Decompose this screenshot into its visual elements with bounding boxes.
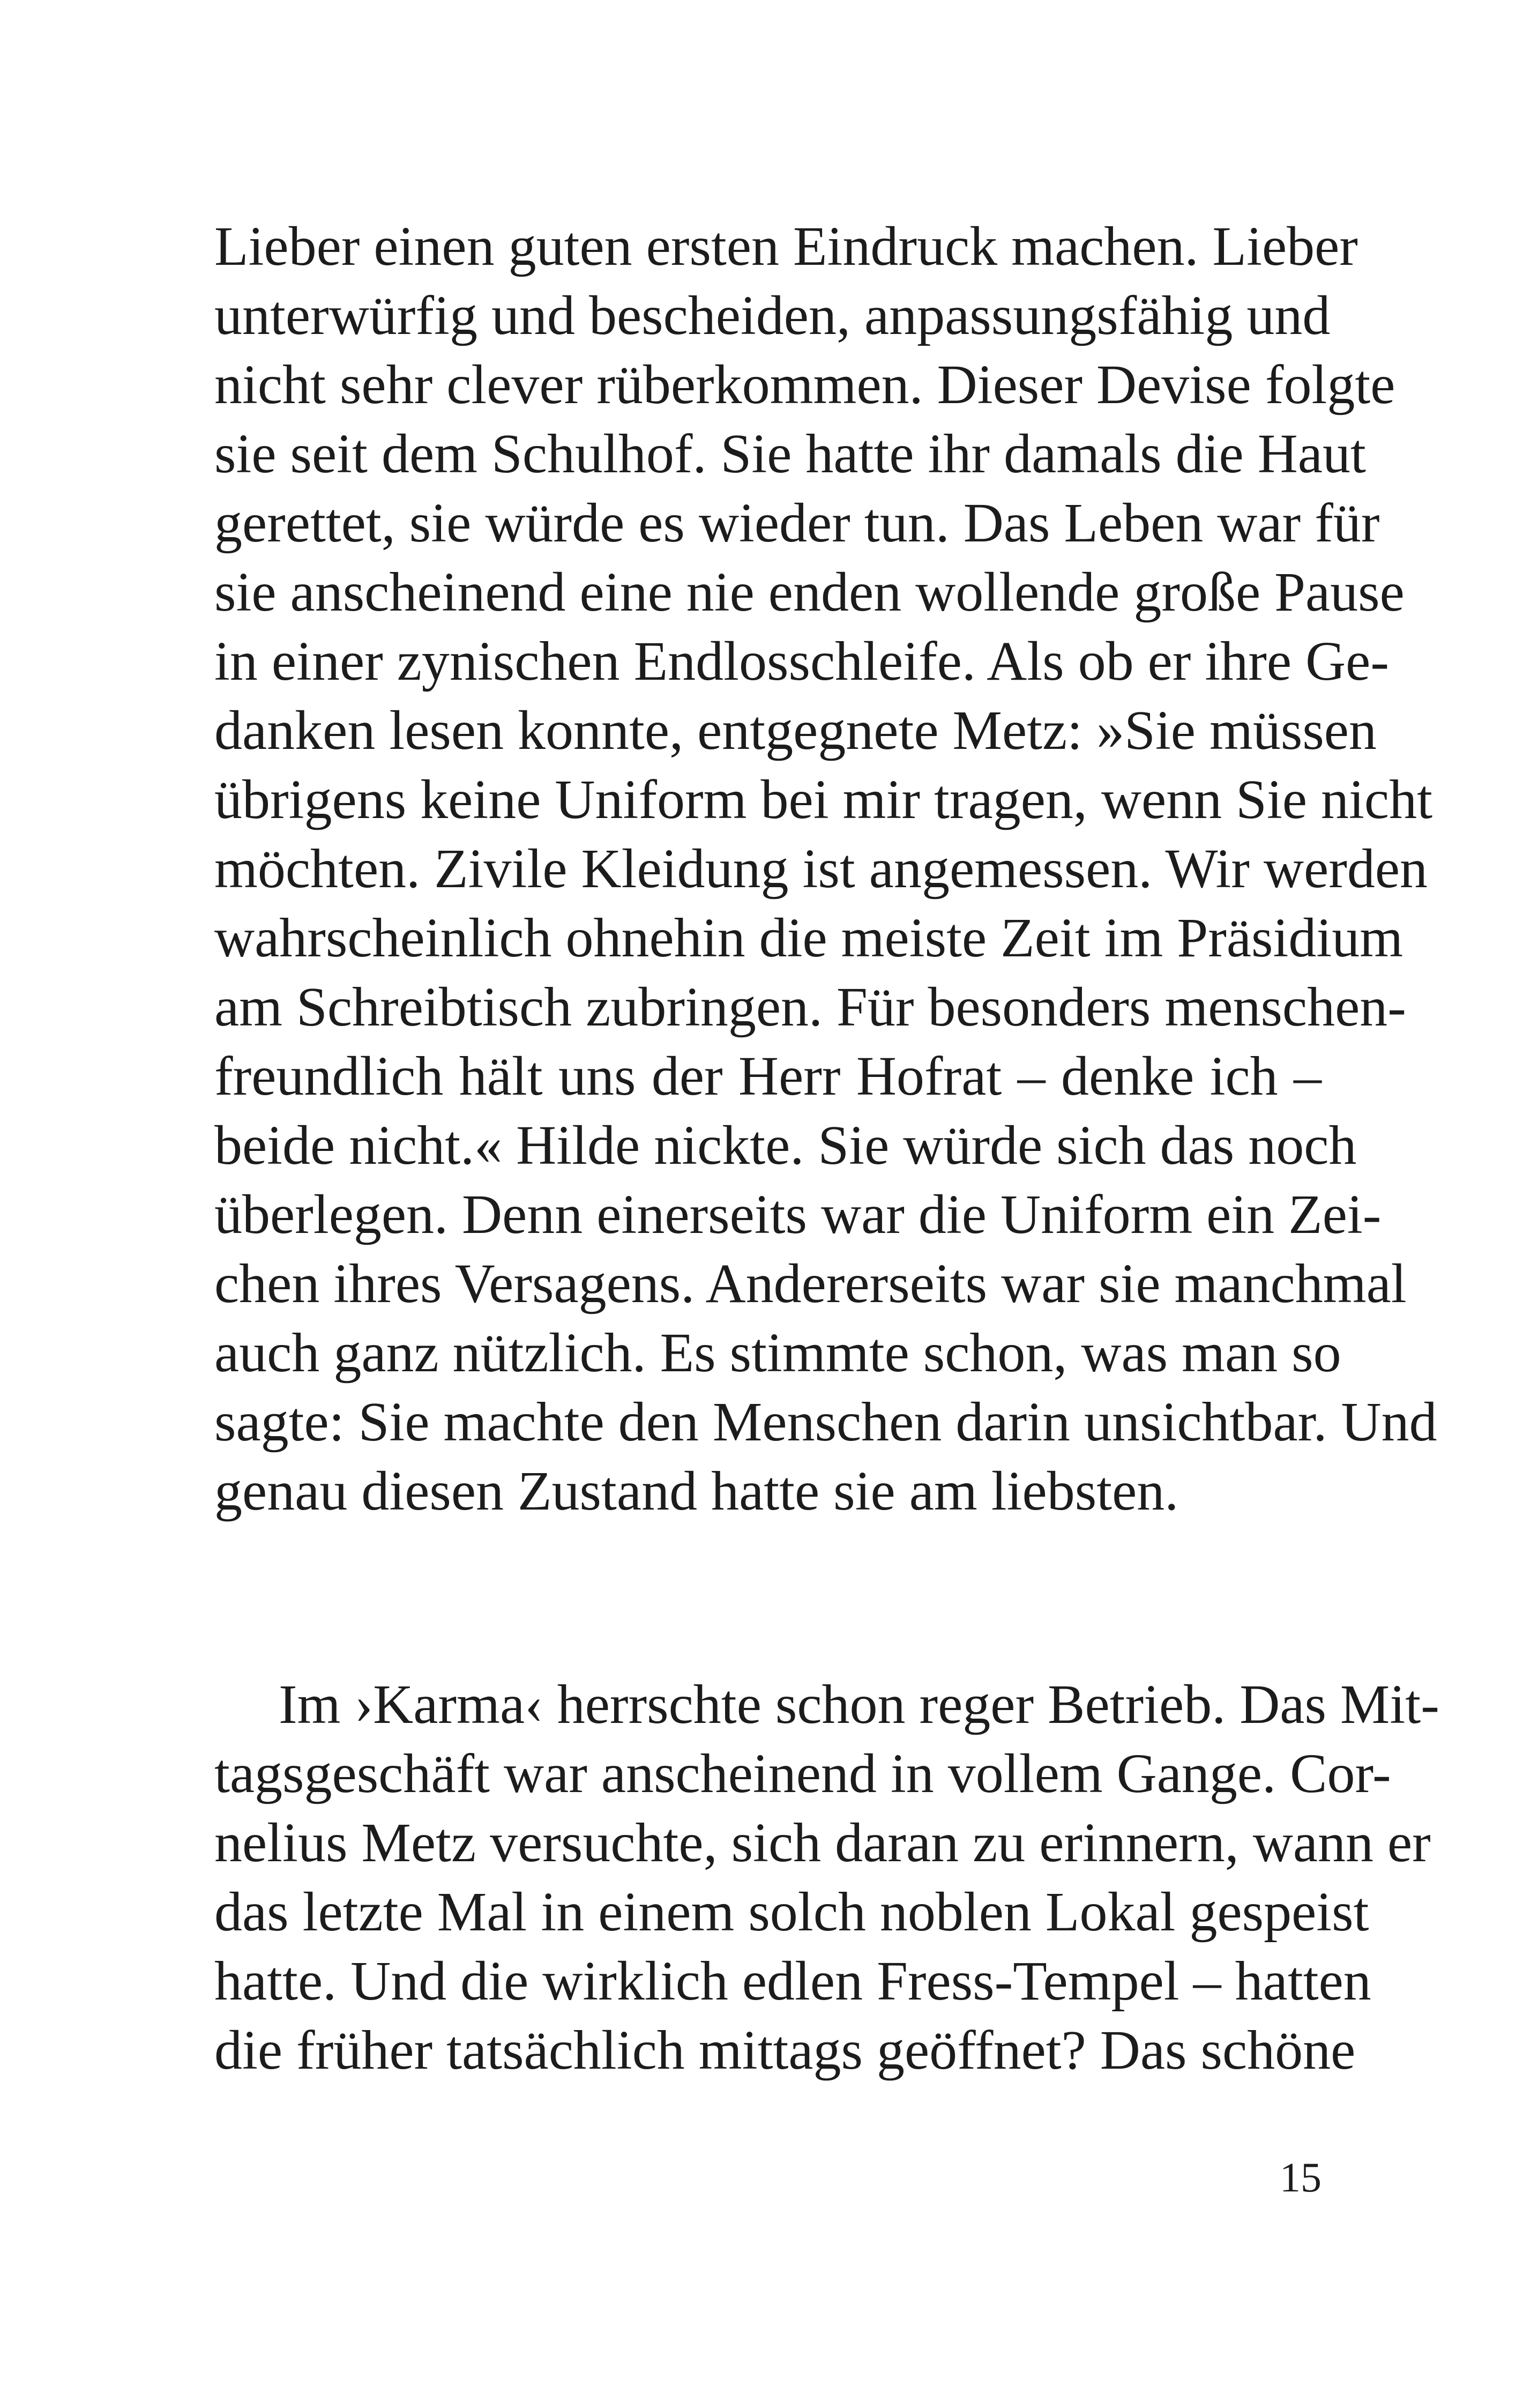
paragraph-1 — [214, 212, 1437, 1526]
page-number: 15 — [1280, 2154, 1322, 2201]
text-line: die früher tatsächlich mittags geöffnet? Das schöne — [214, 2019, 1356, 2081]
text-line: unterwürfig und bescheiden, anpassungsfähig und — [214, 285, 1331, 346]
text-line: in einer zynischen Endlosschleife. Als ob er ihre Ge- — [214, 630, 1389, 692]
text-line: übrigens keine Uniform bei mir tragen, wenn Sie nicht — [214, 769, 1432, 830]
text-line: Lieber einen guten ersten Eindruck machen. Lieber — [214, 215, 1358, 277]
text-line: sie seit dem Schulhof. Sie hatte ihr damals die Haut — [214, 423, 1366, 485]
text-line: nicht sehr clever rüberkommen. Dieser Devise folgte — [214, 354, 1395, 415]
text-line: freundlich hält uns der Herr Hofrat – denke ich – — [214, 1045, 1322, 1107]
text-line: das letzte Mal in einem solch noblen Lokal gespeist — [214, 1881, 1369, 1943]
text-line: danken lesen konnte, entgegnete Metz: »Sie müssen — [214, 700, 1377, 761]
paragraph-2 — [214, 1670, 1439, 2085]
text-line: am Schreibtisch zubringen. Für besonders menschen- — [214, 976, 1406, 1038]
text-line: chen ihres Versagens. Andererseits war sie manchmal — [214, 1253, 1407, 1314]
text-line: möchten. Zivile Kleidung ist angemessen. Wir werden — [214, 838, 1428, 900]
text-line: genau diesen Zustand hatte sie am liebsten. — [214, 1460, 1179, 1522]
text-line: sagte: Sie machte den Menschen darin unsichtbar. Und — [214, 1391, 1437, 1453]
text-line: auch ganz nützlich. Es stimmte schon, was man so — [214, 1322, 1341, 1384]
text-line: hatte. Und die wirklich edlen Fress-Tempel – hatten — [214, 1950, 1371, 2012]
text-line: gerettet, sie würde es wieder tun. Das Leben war für — [214, 492, 1380, 554]
text-line: nelius Metz versuchte, sich daran zu erinnern, wann er — [214, 1812, 1431, 1874]
text-line: tagsgeschäft war anscheinend in vollem Gange. Cor- — [214, 1743, 1391, 1804]
text-line: sie anscheinend eine nie enden wollende große Pause — [214, 561, 1405, 623]
text-line: Im ›Karma‹ herrschte schon reger Betrieb. Das Mit- — [279, 1674, 1439, 1735]
text-line: überlegen. Denn einerseits war die Uniform ein Zei- — [214, 1184, 1382, 1245]
text-line: beide nicht.« Hilde nickte. Sie würde sich das noch — [214, 1114, 1357, 1176]
text-line: wahrscheinlich ohnehin die meiste Zeit im Präsidium — [214, 907, 1403, 969]
